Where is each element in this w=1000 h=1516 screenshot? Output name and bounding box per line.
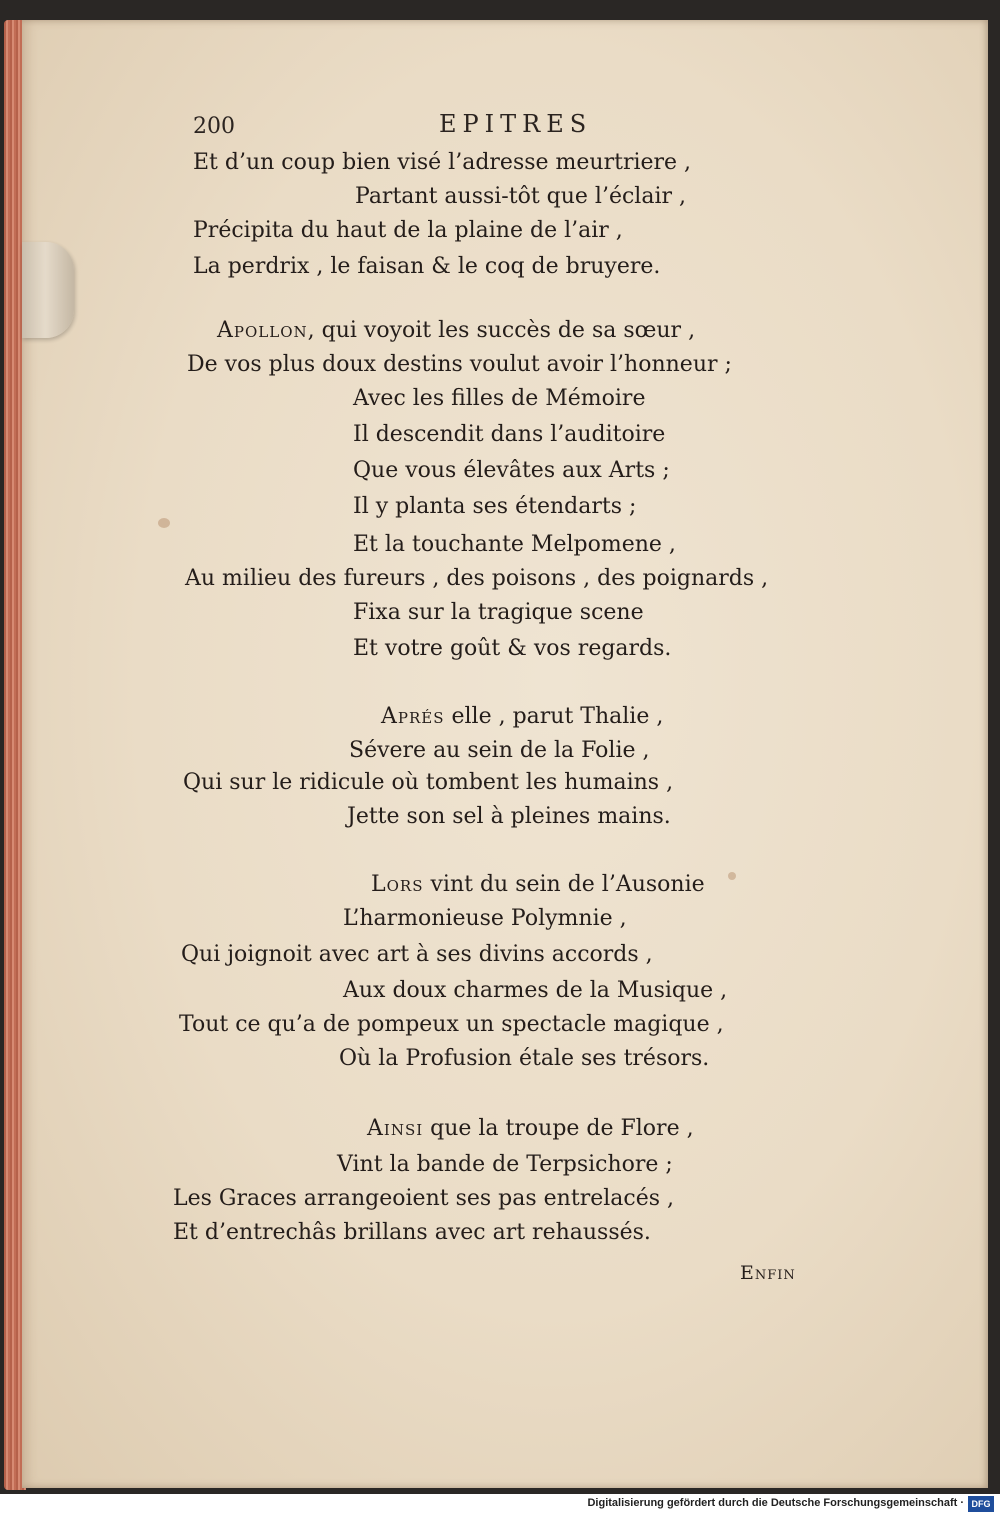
verse-text: Fixa sur la tragique scene bbox=[353, 600, 644, 625]
verse-text: Où la Profusion étale ses trésors. bbox=[339, 1046, 710, 1071]
verse-line bbox=[353, 534, 676, 556]
verse-line bbox=[343, 908, 627, 930]
verse-line bbox=[353, 460, 670, 482]
funding-credit: Digitalisierung gefördert durch die Deutsche Forschungsgemeinschaft · bbox=[587, 1497, 964, 1509]
verse-line bbox=[347, 806, 671, 828]
verse-line bbox=[349, 740, 649, 762]
verse-text: Que vous élevâtes aux Arts ; bbox=[353, 458, 670, 483]
verse-text: Qui sur le ridicule où tombent les humains , bbox=[183, 770, 674, 795]
verse-line bbox=[353, 496, 636, 518]
verse-text: Au milieu des fureurs , des poisons , des poignards , bbox=[185, 566, 769, 591]
verse-text: Aux doux charmes de la Musique , bbox=[343, 978, 728, 1003]
verse-line bbox=[193, 152, 691, 174]
verse-text: Il descendit dans l’auditoire bbox=[353, 422, 666, 447]
verse-text: L’harmonieuse Polymnie , bbox=[343, 906, 627, 931]
verse-line bbox=[343, 980, 727, 1002]
verse-line bbox=[181, 944, 653, 966]
catchword: Enfin bbox=[740, 1262, 796, 1284]
verse-text: De vos plus doux destins voulut avoir l’honneur ; bbox=[187, 352, 732, 377]
verse-text: Et la touchante Melpomene , bbox=[353, 532, 676, 557]
verse-text: Jette son sel à pleines mains. bbox=[347, 804, 671, 829]
verse-text: Et d’un coup bien visé l’adresse meurtriere , bbox=[193, 150, 692, 175]
verse-line bbox=[217, 320, 695, 342]
verse-text: Partant aussi-tôt que l’éclair , bbox=[355, 184, 686, 209]
verse-line bbox=[173, 1188, 674, 1210]
verse-line bbox=[179, 1014, 724, 1036]
verse-text: Les Graces arrangeoient ses pas entrelacés , bbox=[173, 1186, 674, 1211]
verse-line bbox=[367, 1118, 694, 1140]
verse-line bbox=[355, 186, 686, 208]
verse-text: Il y planta ses étendarts ; bbox=[353, 494, 637, 519]
verse-line bbox=[353, 602, 644, 624]
verse-text: Tout ce qu’a de pompeux un spectacle magique , bbox=[179, 1012, 724, 1037]
verse-line bbox=[353, 388, 645, 410]
verse-text: Et votre goût & vos regards. bbox=[353, 636, 672, 661]
verse-text: que la troupe de Flore , bbox=[423, 1116, 694, 1141]
verse-text: Vint la bande de Terpsichore ; bbox=[337, 1152, 673, 1177]
verse-text: Précipita du haut de la plaine de l’air , bbox=[193, 218, 623, 243]
stanza-lead-word: Ainsi bbox=[367, 1116, 424, 1141]
dfg-logo: DFG bbox=[968, 1496, 994, 1512]
verse-text: elle , parut Thalie , bbox=[444, 704, 664, 729]
verse-line bbox=[187, 354, 732, 376]
footer-bar bbox=[0, 1494, 1000, 1516]
stanza-lead-word: Aprés bbox=[381, 704, 445, 729]
verse-line bbox=[381, 706, 663, 728]
verse-line bbox=[339, 1048, 709, 1070]
stanza-lead-word: Lors bbox=[371, 872, 424, 897]
page-clip bbox=[22, 242, 74, 338]
verse-text: , qui voyoit les succès de sa sœur , bbox=[307, 318, 696, 343]
verse-line bbox=[353, 424, 665, 446]
verse-line bbox=[183, 772, 673, 794]
stanza-lead-word: Apollon bbox=[217, 318, 308, 343]
foxing-spot bbox=[158, 518, 170, 528]
verse-text: Sévere au sein de la Folie , bbox=[349, 738, 650, 763]
verse-text: Qui joignoit avec art à ses divins accords , bbox=[181, 942, 653, 967]
verse-line bbox=[193, 220, 623, 242]
verse-text: La perdrix , le faisan & le coq de bruyere. bbox=[193, 254, 661, 279]
verse-line bbox=[173, 1222, 651, 1244]
verse-text: vint du sein de l’Ausonie bbox=[423, 872, 705, 897]
verse-line bbox=[353, 638, 671, 660]
verse-text: Et d’entrechâs brillans avec art rehaussés. bbox=[173, 1220, 651, 1245]
page-number: 200 bbox=[193, 114, 235, 139]
verse-line bbox=[371, 874, 705, 896]
verse-line bbox=[193, 256, 660, 278]
verse-line bbox=[185, 568, 768, 590]
verse-line bbox=[337, 1154, 673, 1176]
verse-text: Avec les filles de Mémoire bbox=[353, 386, 646, 411]
page-header bbox=[193, 110, 643, 142]
foxing-spot bbox=[728, 872, 736, 880]
running-head: EPITRES bbox=[439, 110, 593, 138]
